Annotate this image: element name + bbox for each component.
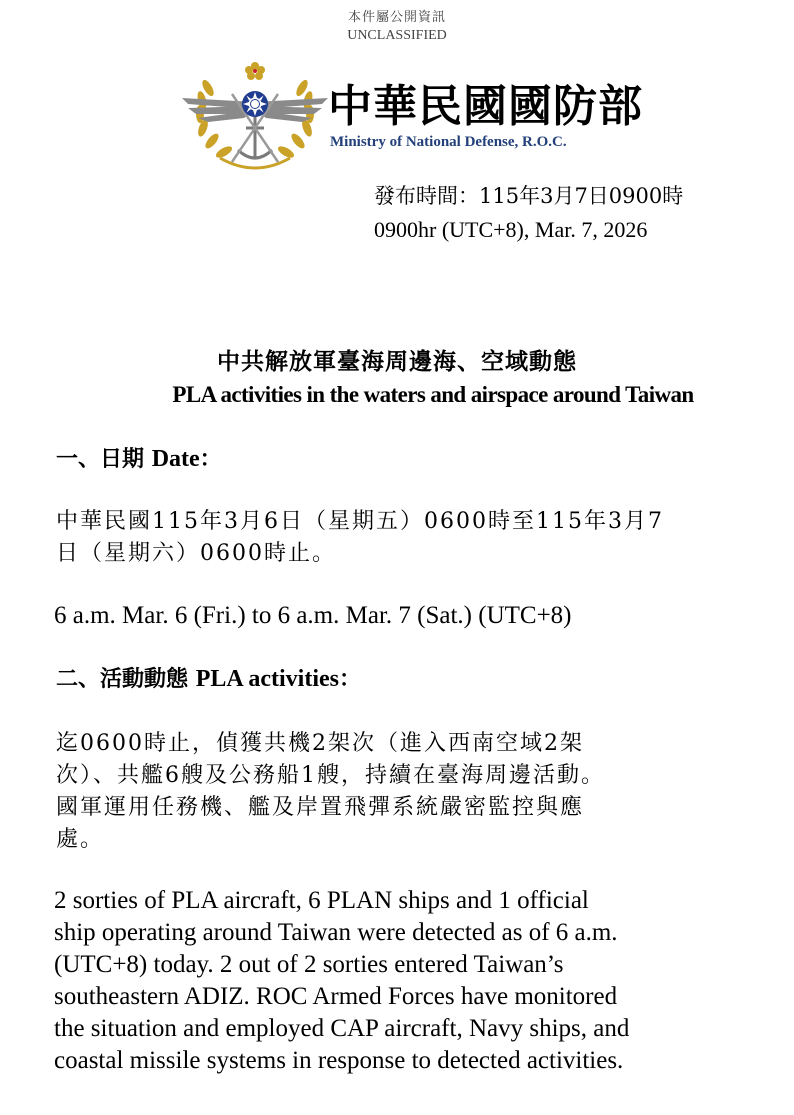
- organization-name-en: Ministry of National Defense, R.O.C.: [330, 134, 567, 150]
- activities-en-line: southeastern ADIZ. ROC Armed Forces have monitored: [54, 983, 618, 1010]
- release-time-zh: 發布時間：115年3月7日0900時: [374, 184, 684, 208]
- section-heading-activities-colon: ：: [339, 666, 362, 692]
- activities-en-line: the situation and employed CAP aircraft, Navy ships, and: [54, 1015, 630, 1042]
- document-title-zh: 中共解放軍臺海周邊海、空域動態: [217, 348, 577, 375]
- classification-zh: 本件屬公開資訊: [347, 9, 446, 24]
- release-time-en: 0900hr (UTC+8), Mar. 7, 2026: [374, 217, 648, 242]
- section-heading-activities-en: PLA activities: [195, 666, 339, 692]
- section-heading-date-zh: 一、日期: [56, 446, 145, 472]
- letterhead: [180, 58, 650, 176]
- activities-en-line: (UTC+8) today. 2 out of 2 sorties entered Taiwan’s: [54, 951, 564, 978]
- document-title-en: PLA activities in the waters and airspace around Taiwan: [172, 382, 694, 407]
- date-zh-line: 中華民國115年3月6日（星期五）0600時至115年3月7: [56, 509, 664, 534]
- organization-name-zh: 中華民國國防部: [328, 81, 643, 132]
- classification-marking: [0, 7, 794, 45]
- section-heading-date: [56, 443, 222, 475]
- activities-en-line: 2 sorties of PLA aircraft, 6 PLAN ships and 1 official: [54, 887, 589, 914]
- activities-en-line: coastal missile systems in response to detected activities.: [54, 1047, 624, 1074]
- activities-zh-line: 國軍運用任務機、艦及岸置飛彈系統嚴密監控與應: [56, 795, 585, 820]
- activities-en-line: ship operating around Taiwan were detected as of 6 a.m.: [54, 919, 618, 946]
- date-zh-line: 日（星期六）0600時止。: [56, 541, 336, 566]
- activities-paragraph-zh: [56, 728, 746, 856]
- classification-en: UNCLASSIFIED: [347, 28, 447, 43]
- mnd-emblem-icon: [180, 58, 330, 176]
- section-heading-date-colon: ：: [199, 446, 222, 472]
- activities-zh-line: 迄0600時止，偵獲共機2架次（進入西南空域2架: [56, 731, 584, 756]
- activities-paragraph-en: [54, 885, 754, 1077]
- section-heading-activities: [56, 663, 361, 695]
- section-heading-date-en: Date: [151, 446, 200, 472]
- activities-zh-line: 次）、共艦6艘及公務船1艘，持續在臺海周邊活動。: [56, 763, 605, 788]
- section-heading-activities-zh: 二、活動動態: [56, 666, 189, 692]
- activities-zh-line: 處。: [56, 827, 105, 852]
- date-paragraph-zh: [56, 506, 746, 570]
- date-en-line: 6 a.m. Mar. 6 (Fri.) to 6 a.m. Mar. 7 (Sat.) (UTC+8): [54, 602, 572, 629]
- release-time: [374, 180, 683, 246]
- date-paragraph-en: [54, 600, 754, 632]
